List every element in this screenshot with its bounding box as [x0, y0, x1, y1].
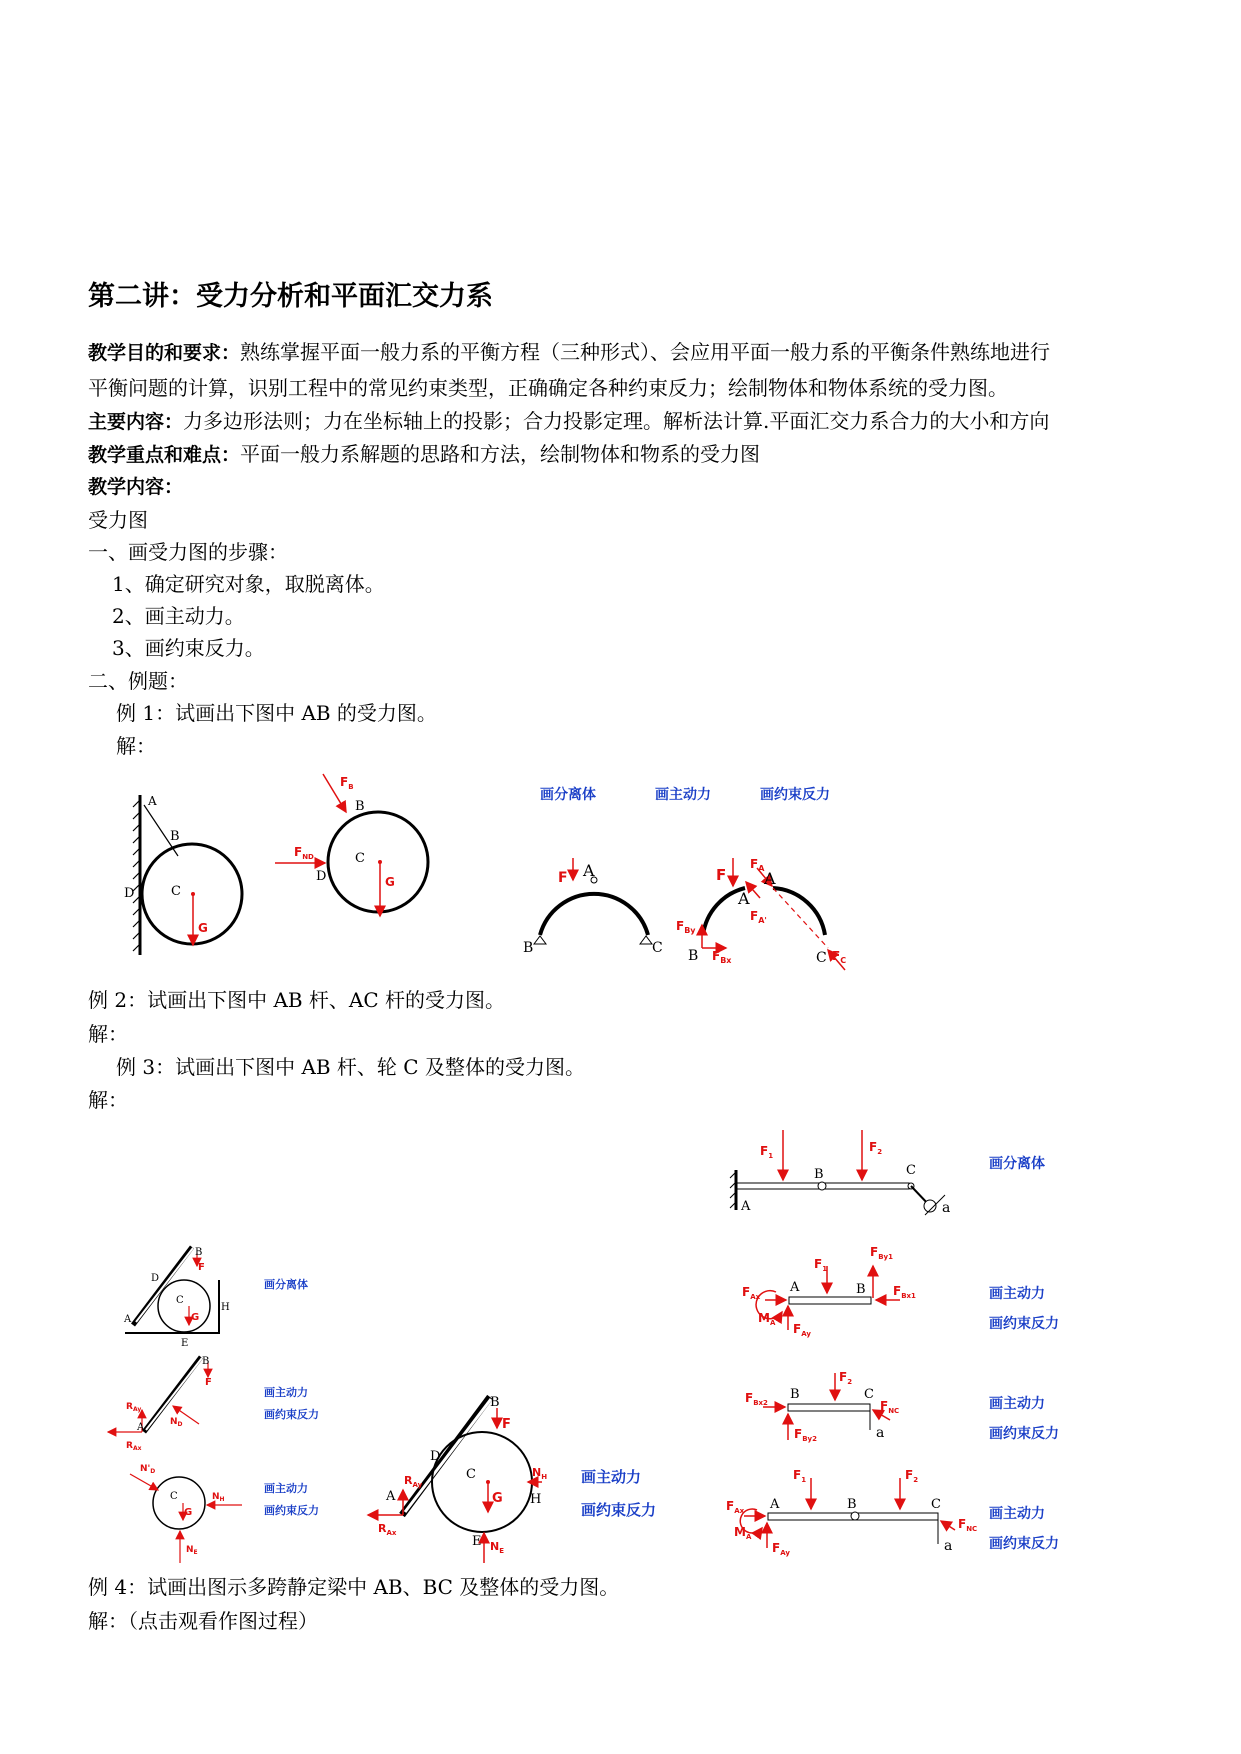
- label-B: B: [490, 1395, 500, 1410]
- step-label-isolate: 画分离体: [989, 1156, 1045, 1172]
- step-label-active: 画主动力: [581, 1468, 642, 1486]
- label-NH: $N_H$: [532, 1466, 548, 1481]
- step-label-active: 画主动力: [989, 1506, 1045, 1522]
- main-content-label: 主要内容：: [88, 411, 184, 433]
- right-half-arch: [773, 888, 825, 935]
- example3-text: 例 3：试画出下图中 AB 杆、轮 C 及整体的受力图。: [116, 1055, 585, 1079]
- main-content-text: 力多边形法则；力在坐标轴上的投影；合力投影定理。解析法计算.平面汇交力系合力的大小和方向: [183, 409, 1050, 433]
- label-FBx1: $F_{Bx1}$: [893, 1284, 916, 1300]
- label-RAx: $R_{Ax}$: [126, 1441, 142, 1452]
- force-NDprime-arrow: [130, 1474, 158, 1490]
- label-FBy: $F_{By}$: [676, 919, 696, 935]
- ex4-AB-free-body: [742, 1245, 1059, 1338]
- label-G: G: [198, 921, 208, 935]
- label-NE: $N_E$: [490, 1540, 505, 1555]
- label-FNC: $F_{NC}$: [880, 1399, 900, 1415]
- step-label-reaction: 画约束反力: [264, 1504, 319, 1517]
- ex1-arch-free-body: [676, 857, 846, 970]
- label-FAprime: $F_{A'}$: [750, 909, 767, 925]
- supports: [534, 936, 652, 944]
- ex4-BC-free-body: [745, 1370, 1059, 1443]
- ex1-original-system: [124, 794, 242, 955]
- page-title: 第二讲：受力分析和平面汇交力系: [88, 281, 493, 312]
- label-FAx: $F_{Ax}$: [742, 1285, 761, 1301]
- label-H: H: [530, 1492, 542, 1507]
- label-B: B: [202, 1356, 210, 1367]
- step-label-isolate: 画分离体: [540, 787, 596, 803]
- label-C: C: [931, 1497, 941, 1512]
- step-label-reaction: 画约束反力: [989, 1316, 1059, 1332]
- beam-BC: [788, 1404, 870, 1411]
- objectives-line2: 平衡问题的计算，识别工程中的常见约束类型，正确确定各种约束反力；绘制物体和物体系统的受力图。: [88, 376, 1008, 400]
- label-F2: $F_2$: [905, 1468, 919, 1484]
- step-label-reaction: 画约束反力: [581, 1501, 657, 1519]
- step-item: 2、画主动力。: [112, 604, 245, 628]
- step-label-reaction: 画约束反力: [989, 1426, 1059, 1442]
- objectives-label: 教学目的和要求：: [88, 342, 241, 364]
- wheel-C: [158, 1280, 210, 1332]
- label-B: B: [170, 829, 180, 844]
- three-hinge-arch: [540, 894, 648, 935]
- label-NH: $N_H$: [212, 1492, 225, 1503]
- label-a: a: [942, 1200, 951, 1216]
- label-B: B: [790, 1387, 800, 1402]
- step-label-active: 画主动力: [655, 787, 711, 803]
- label-NDprime: $N'_D$: [140, 1464, 156, 1475]
- label-F: F: [198, 1262, 205, 1273]
- label-A: A: [790, 1280, 800, 1295]
- step-label-isolate: 画分离体: [264, 1278, 308, 1291]
- label-FAx: $F_{Ax}$: [726, 1499, 745, 1515]
- label-FAy: $F_{Ay}$: [793, 1322, 811, 1338]
- step-label-active: 画主动力: [264, 1386, 308, 1399]
- label-D: D: [316, 869, 327, 884]
- example2-text: 例 2：试画出下图中 AB 杆、AC 杆的受力图。: [88, 988, 506, 1012]
- label-A: A: [137, 1422, 145, 1433]
- step-label-reaction: 画约束反力: [264, 1408, 319, 1421]
- label-B: B: [688, 948, 699, 964]
- label-MA: $M_A$: [734, 1525, 752, 1541]
- label-NE: $N_E$: [186, 1545, 198, 1556]
- ex3-original-system: [123, 1247, 308, 1349]
- label-B: B: [856, 1282, 866, 1297]
- label-FNC: $F_{NC}$: [958, 1517, 978, 1533]
- ex1-arch: [523, 858, 663, 956]
- label-A-left: A: [738, 889, 750, 908]
- ex4-original-beam: [730, 1130, 1045, 1216]
- step-label-reaction: 画约束反力: [760, 787, 830, 803]
- label-C: C: [171, 884, 181, 899]
- label-G: G: [191, 1312, 200, 1323]
- label-C: C: [466, 1467, 476, 1482]
- example4-text: 例 4：试画出图示多跨静定梁中 AB、BC 及整体的受力图。: [88, 1575, 620, 1599]
- label-F: F: [716, 866, 727, 884]
- rod-AB-inner: [136, 1248, 193, 1322]
- label-A-right: A: [764, 869, 776, 888]
- label-FB: $F_B$: [340, 775, 354, 791]
- example3-solution: 解：: [88, 1088, 128, 1112]
- label-C: C: [816, 950, 827, 966]
- label-F1: $F_1$: [793, 1468, 807, 1484]
- label-a: a: [876, 1425, 885, 1441]
- label-A: A: [741, 1199, 751, 1214]
- label-B: B: [847, 1497, 857, 1512]
- label-A: A: [148, 794, 157, 808]
- steps-heading: 一、画受力图的步骤：: [88, 540, 288, 564]
- label-B: B: [814, 1167, 824, 1182]
- label-F1: $F_1$: [760, 1144, 774, 1160]
- label-F1: $F_1$: [814, 1257, 828, 1273]
- label-H: H: [221, 1302, 230, 1313]
- label-FC: $F_C$: [832, 949, 847, 965]
- label-FBy2: $F_{By2}$: [794, 1427, 817, 1443]
- ex3-wheel-free-body: [130, 1464, 319, 1563]
- label-C: C: [652, 940, 663, 956]
- label-C: C: [170, 1491, 178, 1502]
- label-FBx2: $F_{Bx2}$: [745, 1391, 768, 1407]
- ex3-rod-free-body: [108, 1356, 319, 1452]
- label-C: C: [864, 1387, 874, 1402]
- label-B: B: [195, 1247, 203, 1258]
- wheel-C: [153, 1477, 205, 1529]
- example2-solution: 解：: [88, 1022, 128, 1046]
- force-FNC-arrow: [941, 1521, 955, 1530]
- step-label-active: 画主动力: [989, 1286, 1045, 1302]
- step-item: 1、确定研究对象，取脱离体。: [112, 572, 385, 596]
- label-A: A: [124, 1314, 132, 1325]
- label-F2: $F_2$: [869, 1140, 883, 1156]
- hinge-B: [818, 1182, 826, 1190]
- label-MA: $M_A$: [758, 1311, 776, 1327]
- step-label-reaction: 画约束反力: [989, 1536, 1059, 1552]
- label-ND: $N_D$: [170, 1417, 183, 1428]
- subtitle: 受力图: [88, 508, 148, 532]
- beam-AB: [789, 1297, 871, 1304]
- label-F: F: [502, 1417, 511, 1432]
- label-C: C: [355, 851, 365, 866]
- hinge-B: [851, 1512, 859, 1520]
- label-E: E: [181, 1338, 189, 1349]
- label-FBy1: $F_{By1}$: [870, 1245, 893, 1261]
- center-dot: [378, 860, 382, 864]
- example1-solution: 解：: [116, 734, 156, 758]
- example1-text: 例 1：试画出下图中 AB 的受力图。: [116, 701, 437, 725]
- content-label: 教学内容：: [88, 476, 184, 498]
- ex4-whole-free-body: [726, 1468, 1059, 1557]
- label-FA: $F_A$: [750, 857, 765, 873]
- label-FBx: $F_{Bx}$: [712, 949, 732, 965]
- wheel-C: [432, 1432, 532, 1532]
- label-A: A: [583, 861, 595, 880]
- label-F: F: [205, 1377, 212, 1388]
- label-FND: $F_{ND}$: [294, 845, 314, 861]
- ex3-whole-free-body: [368, 1395, 656, 1563]
- label-D: D: [124, 886, 135, 901]
- label-RAy: $R_{Ay}$: [404, 1474, 423, 1489]
- label-G: G: [492, 1491, 503, 1506]
- label-FAy: $F_{Ay}$: [772, 1541, 790, 1557]
- label-C: C: [176, 1295, 184, 1306]
- label-B: B: [523, 940, 534, 956]
- label-G: G: [385, 875, 395, 889]
- label-F: F: [558, 870, 568, 886]
- label-RAx: $R_{Ax}$: [378, 1522, 397, 1537]
- label-D: D: [151, 1273, 160, 1284]
- label-B: B: [355, 799, 365, 814]
- ex1-free-body-ball: [275, 774, 428, 916]
- rod-AB-inner: [405, 1399, 491, 1512]
- label-a: a: [944, 1538, 953, 1554]
- label-RAy: $R_{Ay}$: [126, 1402, 142, 1413]
- label-D: D: [430, 1449, 441, 1464]
- step-label-active: 画主动力: [989, 1396, 1045, 1412]
- step-item: 3、画约束反力。: [112, 636, 265, 660]
- label-A: A: [386, 1489, 396, 1504]
- key-points-text: 平面一般力系解题的思路和方法，绘制物体和物系的受力图: [240, 442, 761, 466]
- center-dot: [191, 892, 195, 896]
- objectives-text: 熟练掌握平面一般力系的平衡方程（三种形式）、会应用平面一般力系的平衡条件熟练地进行: [240, 340, 1051, 364]
- label-E: E: [472, 1534, 482, 1549]
- label-C: C: [906, 1163, 916, 1178]
- example4-solution: 解：（点击观看作图过程）: [88, 1609, 318, 1633]
- label-G: G: [184, 1507, 193, 1518]
- label-F2: $F_2$: [839, 1370, 853, 1386]
- step-label-active: 画主动力: [264, 1482, 308, 1495]
- label-A: A: [770, 1497, 780, 1512]
- examples-heading: 二、例题：: [88, 669, 188, 693]
- key-points-label: 教学重点和难点：: [88, 444, 241, 466]
